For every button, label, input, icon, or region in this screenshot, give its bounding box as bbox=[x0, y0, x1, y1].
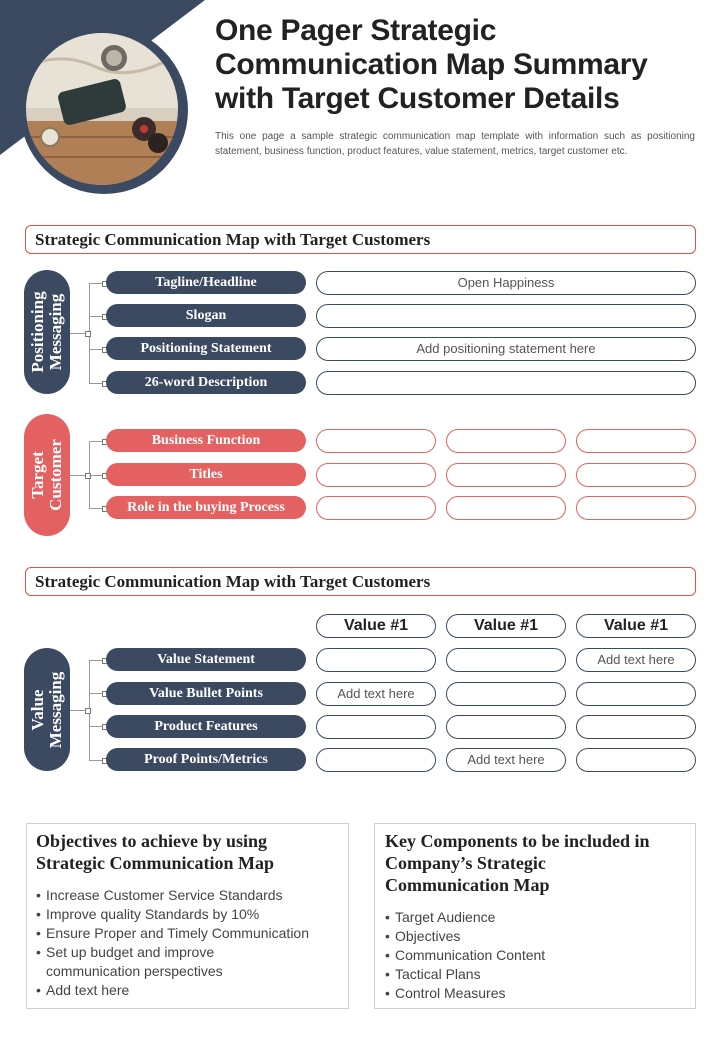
row-label: Titles bbox=[106, 463, 306, 486]
bracket-tick bbox=[89, 316, 106, 317]
bracket-connector bbox=[70, 710, 89, 711]
side-label-line-2: Messaging bbox=[46, 671, 65, 748]
value-cell[interactable] bbox=[576, 682, 696, 706]
target-cell[interactable] bbox=[316, 429, 436, 453]
row-label: Proof Points/Metrics bbox=[106, 748, 306, 771]
bracket-tick bbox=[89, 726, 106, 727]
target-cell[interactable] bbox=[446, 429, 566, 453]
target-cell[interactable] bbox=[446, 463, 566, 487]
bracket-connector bbox=[70, 475, 89, 476]
list-item: • Ensure Proper and Timely Communication bbox=[36, 924, 339, 943]
row-label: Slogan bbox=[106, 304, 306, 327]
objectives-heading: Objectives to achieve by using Strategic Communication Map bbox=[36, 831, 274, 873]
section-heading-1: Strategic Communication Map with Target Customers bbox=[25, 225, 696, 254]
row-label: Value Statement bbox=[106, 648, 306, 671]
section-heading-2: Strategic Communication Map with Target Customers bbox=[25, 567, 696, 596]
list-item: • Add text here bbox=[36, 981, 339, 1000]
bracket-tick bbox=[89, 660, 106, 661]
value-cell[interactable] bbox=[316, 748, 436, 772]
value-field[interactable]: Open Happiness bbox=[316, 271, 696, 295]
bracket-tick bbox=[89, 283, 106, 284]
header-photo bbox=[26, 33, 178, 185]
components-panel bbox=[374, 823, 696, 1009]
target-cell[interactable] bbox=[576, 496, 696, 520]
bracket-tick bbox=[89, 760, 106, 761]
positioning-messaging-pill bbox=[24, 270, 70, 394]
page-title: One Pager Strategic Communication Map Summary with Target Customer Details bbox=[215, 14, 648, 115]
target-cell[interactable] bbox=[316, 463, 436, 487]
value-cell[interactable] bbox=[446, 715, 566, 739]
value-field[interactable] bbox=[316, 371, 696, 395]
list-item: • Tactical Plans bbox=[385, 965, 685, 984]
value-cell[interactable]: Add text here bbox=[576, 648, 696, 672]
row-label: Tagline/Headline bbox=[106, 271, 306, 294]
value-field[interactable] bbox=[316, 304, 696, 328]
bracket-tick bbox=[89, 441, 106, 442]
value-cell[interactable] bbox=[446, 648, 566, 672]
value-cell[interactable]: Add text here bbox=[446, 748, 566, 772]
side-label-line-2: Messaging bbox=[46, 293, 65, 371]
row-label: Positioning Statement bbox=[106, 337, 306, 360]
bracket-tick bbox=[89, 693, 106, 694]
list-item: • Set up budget and improve communication perspectives bbox=[36, 943, 276, 981]
list-item: • Objectives bbox=[385, 927, 685, 946]
target-customer-pill bbox=[24, 414, 70, 536]
target-cell[interactable] bbox=[576, 463, 696, 487]
side-label-line-1: Value bbox=[28, 689, 47, 730]
bracket-connector bbox=[70, 333, 89, 334]
components-list bbox=[385, 908, 685, 1003]
list-item: • Control Measures bbox=[385, 984, 685, 1003]
row-label: 26-word Description bbox=[106, 371, 306, 394]
value-cell[interactable]: Add text here bbox=[316, 682, 436, 706]
list-item: • Increase Customer Service Standards bbox=[36, 886, 339, 905]
side-label-line-1: Positioning bbox=[28, 291, 47, 373]
objectives-panel bbox=[26, 823, 349, 1009]
bracket-tick bbox=[89, 349, 106, 350]
components-heading: Key Components to be included in Company’s Strategic Communication Map bbox=[385, 831, 650, 895]
side-label-line-2: Customer bbox=[46, 439, 65, 511]
value-field[interactable]: Add positioning statement here bbox=[316, 337, 696, 361]
target-cell[interactable] bbox=[316, 496, 436, 520]
list-item: • Improve quality Standards by 10% bbox=[36, 905, 339, 924]
target-cell[interactable] bbox=[576, 429, 696, 453]
row-label: Business Function bbox=[106, 429, 306, 452]
column-header: Value #1 bbox=[576, 614, 696, 638]
target-cell[interactable] bbox=[446, 496, 566, 520]
page-subtitle: This one page a sample strategic communication map template with information such as positioning statement, business function, product features, value statement, metrics, target customer etc. bbox=[215, 131, 695, 157]
bracket-tick bbox=[89, 383, 106, 384]
row-label: Value Bullet Points bbox=[106, 682, 306, 705]
value-cell[interactable] bbox=[316, 648, 436, 672]
list-item: • Communication Content bbox=[385, 946, 685, 965]
bracket-tick bbox=[89, 475, 106, 476]
value-messaging-pill bbox=[24, 648, 70, 771]
column-header: Value #1 bbox=[316, 614, 436, 638]
side-label-line-1: Target bbox=[28, 451, 47, 499]
row-label: Product Features bbox=[106, 715, 306, 738]
row-label: Role in the buying Process bbox=[106, 496, 306, 519]
column-header: Value #1 bbox=[446, 614, 566, 638]
value-cell[interactable] bbox=[316, 715, 436, 739]
value-cell[interactable] bbox=[576, 748, 696, 772]
value-cell[interactable] bbox=[576, 715, 696, 739]
list-item: • Target Audience bbox=[385, 908, 685, 927]
value-cell[interactable] bbox=[446, 682, 566, 706]
objectives-list bbox=[36, 886, 339, 1000]
bracket-tick bbox=[89, 508, 106, 509]
